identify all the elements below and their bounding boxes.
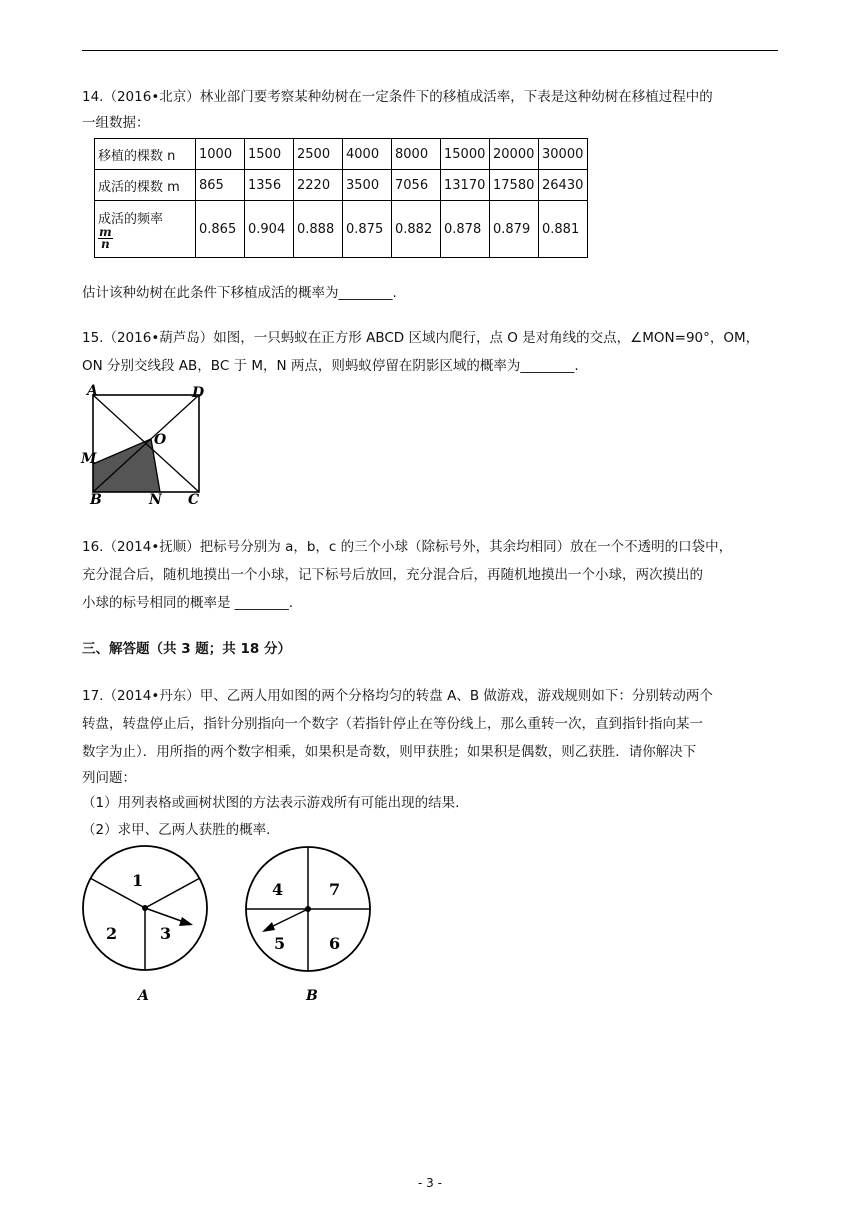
q15-line-1: 15.（2016•葫芦岛）如图，一只蚂蚁在正方形 ABCD 区域内爬行，点 O 是对角线的交点，∠MON=90°，OM，: [82, 330, 760, 346]
table-cell: 15000: [441, 139, 490, 170]
header-rule: [82, 50, 778, 51]
table-cell: 8000: [392, 139, 441, 170]
table-cell: 2500: [294, 139, 343, 170]
spinner-b-number: 7: [329, 880, 341, 899]
table-cell: 7056: [392, 170, 441, 201]
label-c: C: [188, 492, 200, 507]
table-cell: 17580: [490, 170, 539, 201]
table-row: [95, 139, 588, 170]
table-header-cell: 移植的棵数 n: [95, 139, 196, 170]
table-cell: 13170: [441, 170, 490, 201]
spinner-a-pivot: [142, 905, 148, 911]
table-cell: 26430: [539, 170, 588, 201]
table-cell: 0.882: [392, 201, 441, 258]
q17-part-2: （2）求甲、乙两人获胜的概率.: [82, 822, 271, 838]
label-a: A: [87, 383, 98, 399]
spinner-a-number: 1: [132, 871, 144, 890]
spinner-a-divider: [145, 878, 200, 908]
table-row: [95, 170, 588, 201]
page-number: - 3 -: [418, 1176, 442, 1190]
q14-line-1: 14.（2016•北京）林业部门要考察某种幼树在一定条件下的移植成活率，下表是这种幼树在移植过程中的: [82, 89, 713, 105]
square-abcd-figure: [78, 382, 208, 507]
table-cell: 865: [196, 170, 245, 201]
table-cell: 0.875: [343, 201, 392, 258]
spinner-b-label: B: [306, 988, 318, 1004]
table-cell: 3500: [343, 170, 392, 201]
q16-line-2: 充分混合后，随机地摸出一个小球，记下标号后放回，充分混合后，再随机地摸出一个小球，两次摸出的: [82, 567, 703, 583]
spinner-a-label: A: [138, 988, 149, 1004]
q15-line-2: ON 分别交线段 AB，BC 于 M，N 两点，则蚂蚁停留在阴影区域的概率为________.: [82, 358, 579, 374]
spinner-a-number: 2: [106, 924, 118, 943]
pointer-arrowhead-icon: [262, 922, 275, 932]
m-over-n-fraction: [98, 227, 113, 250]
q17-line-3: 数字为止）．用所指的两个数字相乘，如果积是奇数，则甲获胜；如果积是偶数，则乙获胜．请你解决下: [82, 744, 697, 760]
q17-line-4: 列问题：: [82, 770, 136, 786]
table-cell: 0.888: [294, 201, 343, 258]
spinner-b-pointer: [271, 909, 308, 927]
table-cell: 4000: [343, 139, 392, 170]
table-cell: 0.865: [196, 201, 245, 258]
table-cell: 30000: [539, 139, 588, 170]
label-n: N: [149, 492, 162, 507]
spinner-b-number: 5: [274, 934, 286, 953]
label-b: B: [90, 492, 102, 507]
label-o: O: [154, 432, 167, 448]
spinner-b-pivot: [305, 906, 311, 912]
pointer-arrowhead-icon: [179, 917, 193, 926]
table-cell: 20000: [490, 139, 539, 170]
spinner-b-figure: [242, 842, 382, 1007]
label-m: M: [81, 451, 97, 467]
table-cell: 1000: [196, 139, 245, 170]
q14-line-2: 一组数据：: [82, 115, 150, 131]
table-row: [95, 201, 588, 258]
spinner-b-number: 4: [272, 880, 284, 899]
spinner-a-figure: [78, 842, 218, 1007]
spinner-b-number: 6: [329, 934, 341, 953]
q17-line-1: 17.（2014•丹东）甲、乙两人用如图的两个分格均匀的转盘 A、B 做游戏，游戏规则如下：分别转动两个: [82, 688, 713, 704]
table-cell: 0.904: [245, 201, 294, 258]
table-header-cell: [95, 201, 196, 258]
q16-line-1: 16.（2014•抚顺）把标号分别为 a，b，c 的三个小球（除标号外，其余均相同）放在一个不透明的口袋中，: [82, 539, 733, 555]
table-cell: 0.881: [539, 201, 588, 258]
spinner-a-pointer: [145, 908, 184, 922]
table-cell: 0.878: [441, 201, 490, 258]
table-cell: 1500: [245, 139, 294, 170]
q17-line-2: 转盘，转盘停止后，指针分别指向一个数字（若指针停止在等份线上，那么重转一次，直到指针指向某一: [82, 716, 703, 732]
table-cell: 1356: [245, 170, 294, 201]
table-cell: 2220: [294, 170, 343, 201]
q14-data-table: [94, 138, 588, 258]
section-3-heading: 三、解答题（共 3 题；共 18 分）: [82, 641, 291, 657]
label-d: D: [192, 385, 205, 401]
q14-question: 估计该种幼树在此条件下移植成活的概率为________.: [82, 285, 397, 301]
fraction-denominator: n: [100, 237, 110, 251]
table-cell: 0.879: [490, 201, 539, 258]
frequency-label: 成活的频率: [98, 212, 164, 227]
q17-part-1: （1）用列表格或画树状图的方法表示游戏所有可能出现的结果.: [82, 795, 460, 811]
q16-line-3: 小球的标号相同的概率是 ________.: [82, 595, 294, 611]
fraction-numerator: m: [99, 225, 112, 239]
spinner-a-number: 3: [160, 924, 172, 943]
table-header-cell: 成活的棵数 m: [95, 170, 196, 201]
